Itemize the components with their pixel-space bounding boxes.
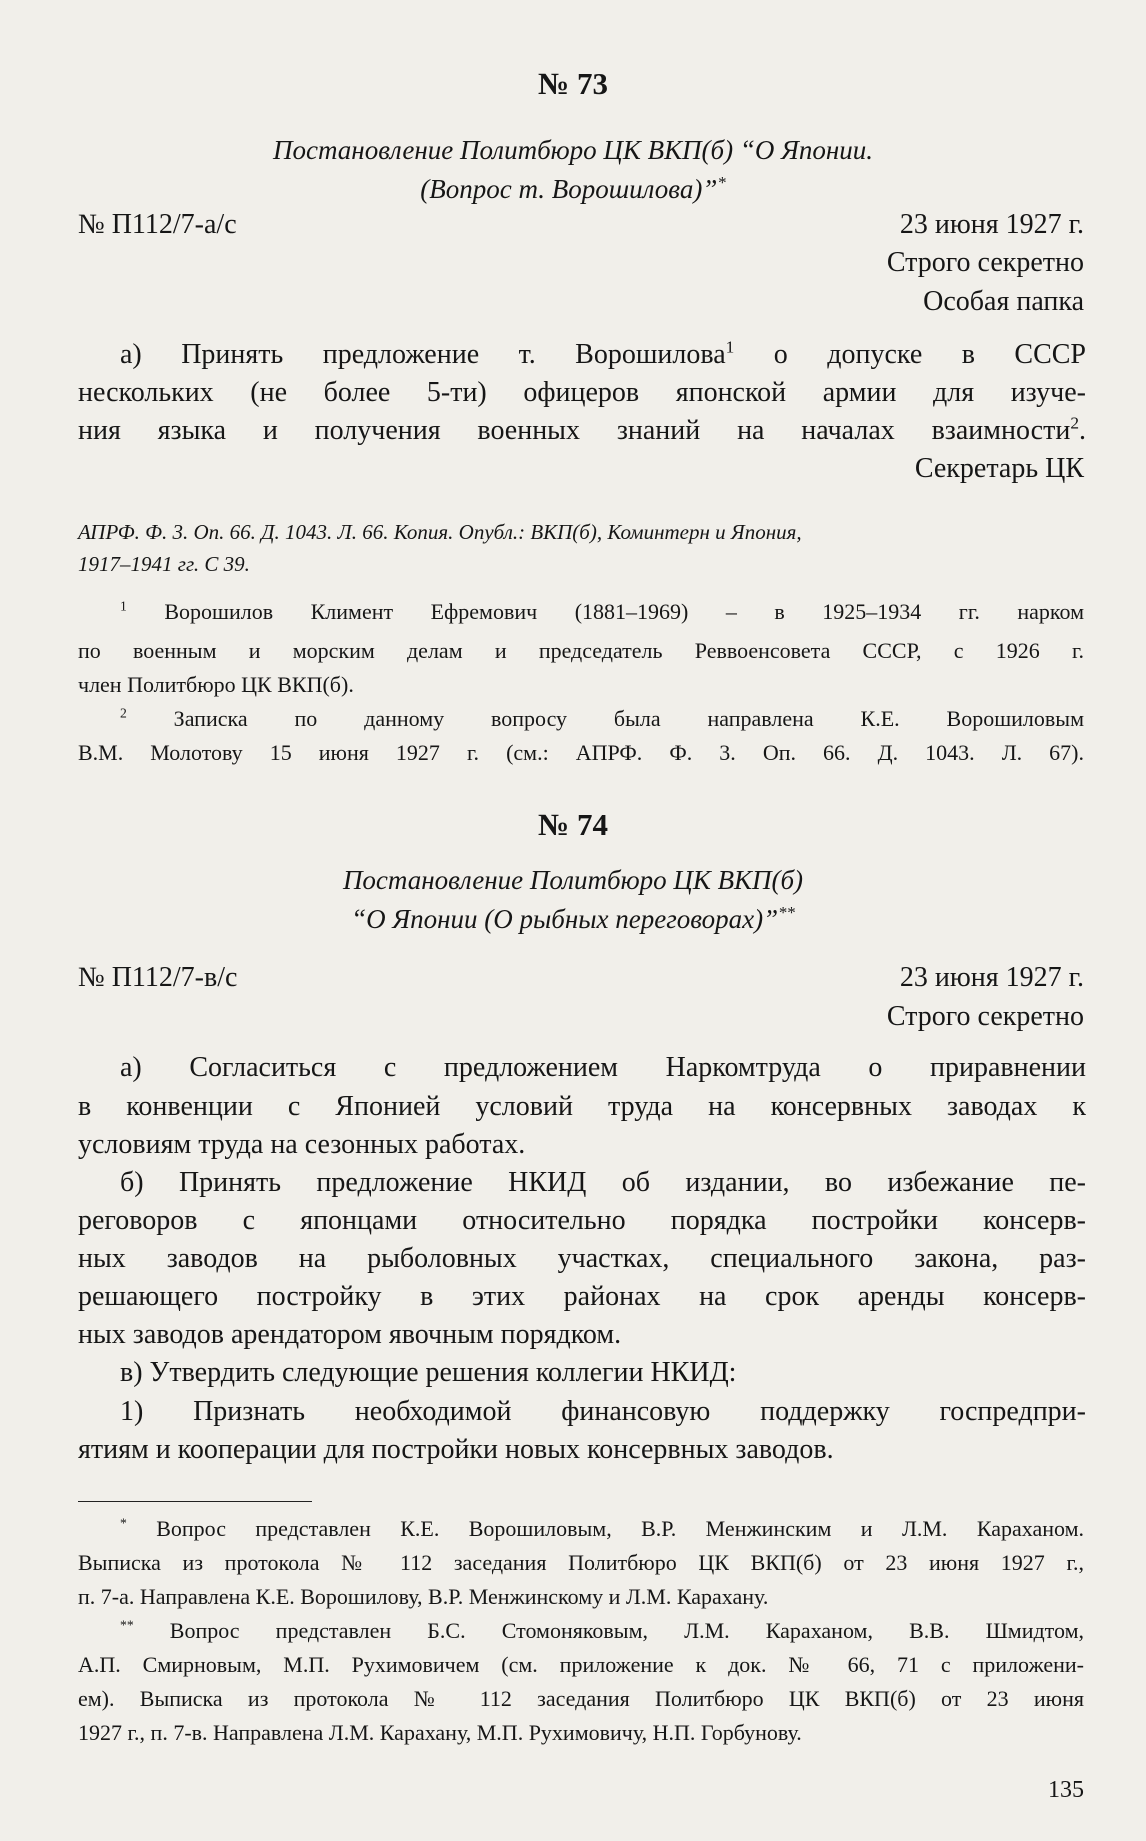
doc74-number: № 74 <box>538 807 608 842</box>
footnote-star-line3: п. 7-а. Направлена К.Е. Ворошилову, В.Р. Менжинскому и Л.М. Карахану. <box>78 1584 769 1609</box>
doc74-para-b-line1: б) Принять предложение НКИД об издании, во избежание пе- <box>120 1167 1086 1198</box>
footnote-double-star-line3: ем). Выписка из протокола № 112 заседания Политбюро ЦК ВКП(б) от 23 июня <box>78 1686 1084 1711</box>
doc74-item1-line2: ятиям и кооперации для постройки новых консервных заводов. <box>78 1434 834 1465</box>
doc73-number: № 73 <box>538 66 608 101</box>
doc73-footnote-1-line3: член Политбюро ЦК ВКП(б). <box>78 672 354 697</box>
doc74-title-line2: “О Японии (О рыбных переговорах)”** <box>351 903 795 934</box>
doc74-para-b-line3: ных заводов на рыболовных участках, специального закона, раз- <box>78 1243 1086 1274</box>
footnote-star-line1: * Вопрос представлен К.Е. Ворошиловым, В.Р. Менжинским и Л.М. Караханом. <box>120 1515 1084 1541</box>
doc73-source-line2: 1917–1941 гг. С 39. <box>78 552 250 576</box>
doc73-para-a-line2: нескольких (не более 5-ти) офицеров японской армии для изуче- <box>78 377 1086 408</box>
footnote-divider <box>78 1501 312 1502</box>
doc73-date: 23 июня 1927 г. <box>899 209 1084 240</box>
doc73-reference-number: № П112/7-а/с <box>78 209 237 240</box>
doc74-para-a-line3: условиям труда на сезонных работах. <box>78 1129 526 1160</box>
doc74-para-b-line4: решающего постройку в этих районах на срок аренды консерв- <box>78 1281 1086 1312</box>
doc73-source-line1: АПРФ. Ф. 3. Оп. 66. Д. 1043. Л. 66. Копия. Опубл.: ВКП(б), Коминтерн и Япония, <box>78 520 802 544</box>
doc74-title-line1: Постановление Политбюро ЦК ВКП(б) <box>342 865 804 895</box>
doc74-reference-number: № П112/7-в/с <box>78 962 238 993</box>
doc73-folder-label: Особая папка <box>923 286 1084 317</box>
doc73-title-line2: (Вопрос т. Ворошилова)”* <box>420 173 726 204</box>
footnote-double-star-line1: ** Вопрос представлен Б.С. Стомоняковым, Л.М. Караханом, В.В. Шмидтом, <box>120 1617 1084 1643</box>
doc74-para-a-line1: а) Согласиться с предложением Наркомтруда о приравнении <box>120 1052 1086 1083</box>
doc73-title-line1: Постановление Политбюро ЦК ВКП(б) “О Японии. <box>272 135 873 165</box>
doc73-footnote-1-line1: $^1$ Ворошилов Климент Ефремович (1881–1969) – в 1925–1934 гг. нарком <box>120 598 1084 624</box>
doc74-item1-line1: 1) Признать необходимой финансовую поддержку госпредпри- <box>120 1396 1086 1427</box>
doc73-classification: Строго секретно <box>886 247 1084 278</box>
doc73-footnote-2-line1: $^2$ Записка по данному вопросу была направлена К.Е. Ворошиловым <box>120 705 1084 731</box>
doc73-para-a-line1: а) Принять предложение т. Ворошилова$^1$ о допуске в СССР <box>120 337 1087 370</box>
doc73-para-a-line3: ния языка и получения военных знаний на началах взаимности$^2$. <box>78 413 1086 446</box>
doc74-para-b-line2: реговоров с японцами относительно порядка постройки консерв- <box>78 1205 1086 1236</box>
doc74-para-b-line5: ных заводов арендатором явочным порядком. <box>78 1319 622 1350</box>
doc74-para-c-line1: в) Утвердить следующие решения коллегии НКИД: <box>120 1357 737 1388</box>
doc73-footnote-2-line2: В.М. Молотову 15 июня 1927 г. (см.: АПРФ. Ф. 3. Оп. 66. Д. 1043. Л. 67). <box>78 740 1084 765</box>
doc73-signature: Секретарь ЦК <box>914 453 1084 484</box>
page-number: 135 <box>1048 1777 1084 1803</box>
doc74-classification: Строго секретно <box>886 1001 1084 1032</box>
footnote-star-line2: Выписка из протокола № 112 заседания Политбюро ЦК ВКП(б) от 23 июня 1927 г., <box>78 1550 1084 1575</box>
doc74-date: 23 июня 1927 г. <box>899 962 1084 993</box>
doc73-footnote-1-line2: по военным и морским делам и председатель Реввоенсовета СССР, с 1926 г. <box>78 638 1084 663</box>
footnote-double-star-line4: 1927 г., п. 7-в. Направлена Л.М. Карахану, М.П. Рухимовичу, Н.П. Горбунову. <box>78 1720 802 1745</box>
footnote-double-star-line2: А.П. Смирновым, М.П. Рухимовичем (см. приложение к док. № 66, 71 с приложени- <box>78 1652 1084 1677</box>
doc74-para-a-line2: в конвенции с Японией условий труда на консервных заводах к <box>78 1091 1086 1122</box>
